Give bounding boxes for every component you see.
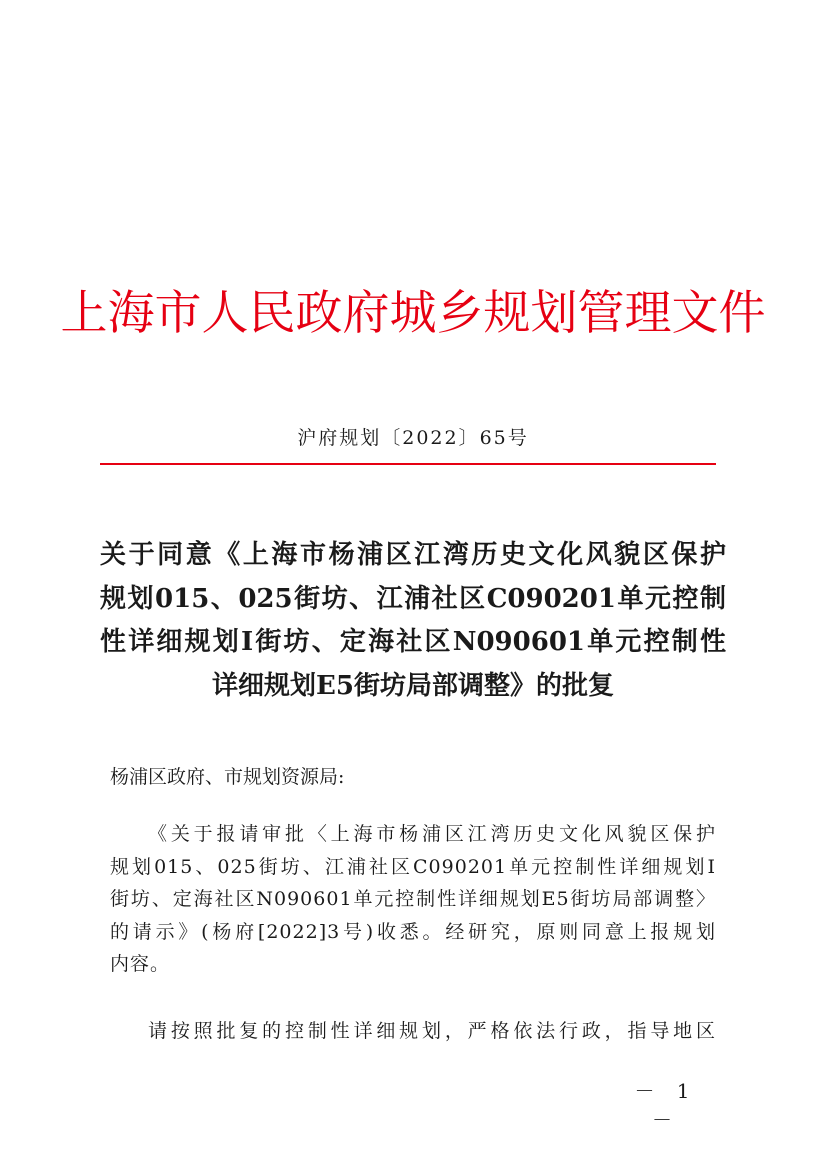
addressee: 杨浦区政府、市规划资源局: (110, 766, 345, 788)
paragraph-line: 规划015、025街坊、江浦社区C090201单元控制性详细规划I (110, 855, 716, 878)
document-title (100, 534, 726, 708)
paragraph-line: 街坊、定海社区N090601单元控制性详细规划E5街坊局部调整〉 (110, 888, 716, 910)
red-divider-line (100, 463, 716, 465)
body-paragraph-2 (110, 1015, 716, 1048)
body-paragraph-1 (110, 818, 716, 981)
title-line: 规划015、025街坊、江浦社区C090201单元控制 (100, 583, 726, 614)
document-number: 沪府规划〔2022〕65号 (297, 427, 529, 449)
document-masthead: 上海市人民政府城乡规划管理文件 (60, 286, 766, 341)
paragraph-line: 《关于报请审批〈上海市杨浦区江湾历史文化风貌区保护 (148, 823, 716, 845)
paragraph-line: 内容。 (110, 953, 171, 975)
paragraph-line: 请按照批复的控制性详细规划，严格依法行政，指导地区 (148, 1020, 716, 1042)
title-line: 性详细规划I街坊、定海社区N090601单元控制性 (100, 627, 726, 657)
page-number: － 1 － (634, 1079, 698, 1132)
title-line: 详细规划E5街坊局部调整》的批复 (212, 670, 614, 701)
paragraph-line: 的请示》(杨府[2022]3号)收悉。经研究，原则同意上报规划 (110, 920, 716, 943)
title-line: 关于同意《上海市杨浦区江湾历史文化风貌区保护 (100, 540, 726, 570)
